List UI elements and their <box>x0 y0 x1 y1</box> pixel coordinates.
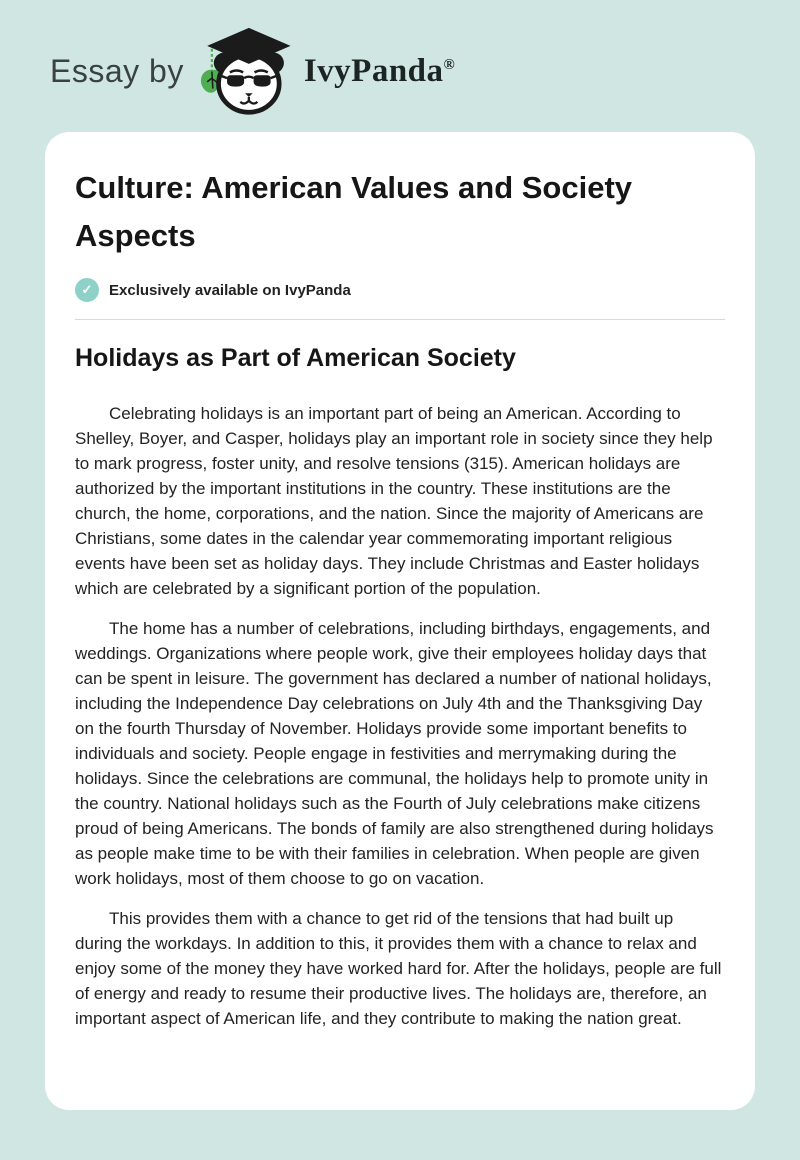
brand-text: IvyPanda <box>303 52 444 89</box>
divider <box>75 319 725 320</box>
check-icon: ✓ <box>75 278 99 302</box>
brand-name <box>304 53 455 90</box>
essay-paragraph-3: This provides them with a chance to get rid of the tensions that had built up during the workdays. In addition to this, it provides them with a chance to relax and enjoy some of the money they have worked hard for. After the holidays, people are full of energy and ready to resume their productive lives. The holidays are, therefore, an important aspect of American life, and they contribute to making the nation great. <box>75 909 722 1028</box>
site-header <box>0 0 800 116</box>
essay-by-label: Essay by <box>50 52 184 89</box>
ivypanda-logo-icon <box>198 26 294 116</box>
exclusive-badge-label: Exclusively available on IvyPanda <box>109 281 351 299</box>
exclusive-badge <box>75 278 725 302</box>
essay-paragraph-1: Celebrating holidays is an important part of being an American. According to Shelley, Boyer, and Casper, holidays play an important role in society since they help to mark progress, foster unity, and resolve tensions (315). American holidays are authorized by the important institutions in the country. These institutions are the church, the home, corporations, and the nation. Since the majority of Americans are Christians, some dates in the calendar year commemorating important religious events have been set as holiday days. They include Christmas and Easter holidays which are celebrated by a significant portion of the population. <box>75 404 713 598</box>
registered-mark: ® <box>443 56 456 73</box>
essay-card <box>45 132 755 1110</box>
essay-paragraph-2: The home has a number of celebrations, including birthdays, engagements, and weddings. Organizations where people work, give their employees holiday days that can be spent in leisure. The government has declared a number of national holidays, including the Independence Day celebrations on July 4th and the Thanksgiving Day on the fourth Thursday of November. Holidays provide some important benefits to individuals and society. People engage in festivities and merrymaking during the holidays. Since the celebrations are communal, the holidays help to promote unity in the country. National holidays such as the Fourth of July celebrations make citizens proud of being Americans. The bonds of family are also strengthened during holidays as people make time to be with their families in celebration. When people are given work holidays, most of them choose to go on vacation. <box>75 619 714 888</box>
section-heading: Holidays as Part of American Society <box>75 344 516 372</box>
page-title: Culture: American Values and Society Aspects <box>75 170 633 253</box>
